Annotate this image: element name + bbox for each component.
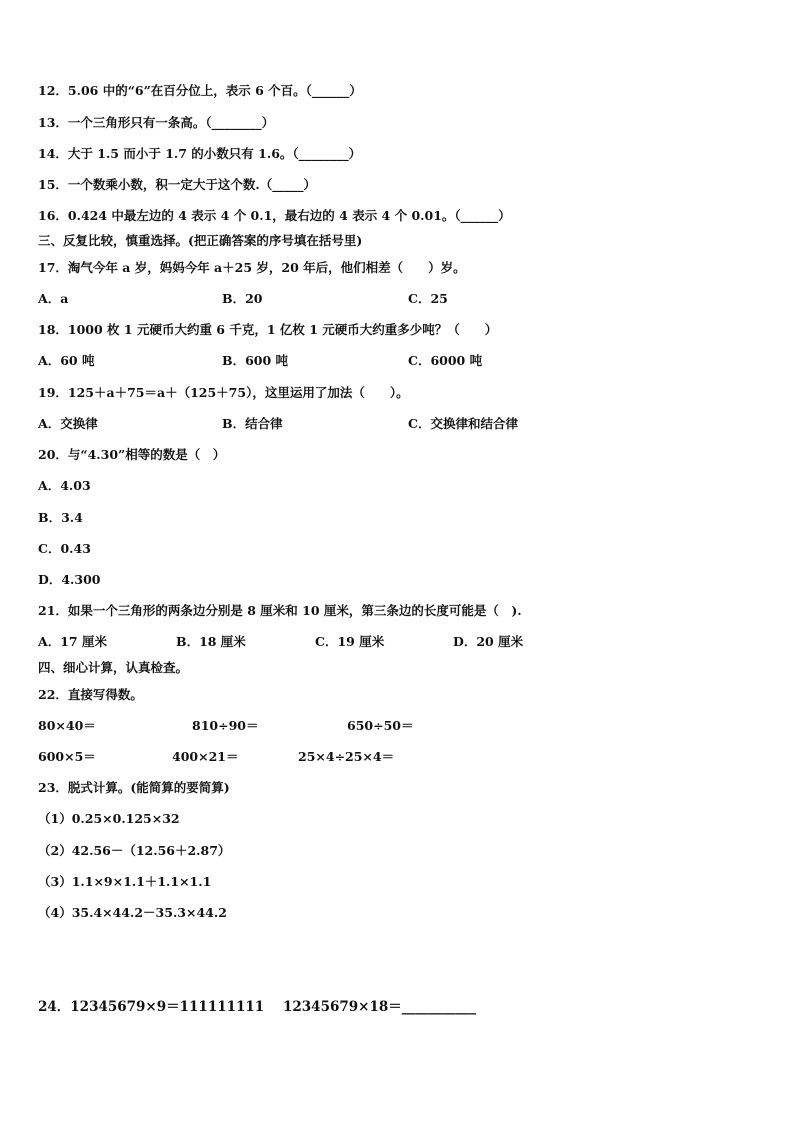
question-24 <box>38 999 476 1015</box>
question-22: 22．直接写得数。 <box>38 687 143 702</box>
question-24-part2: 12345679×18＝ <box>283 999 402 1015</box>
option-c[interactable]: C．19 厘米 <box>315 634 385 649</box>
option-b[interactable]: B．3.4 <box>38 510 83 525</box>
question-12 <box>38 83 362 99</box>
option-a[interactable]: A．4.03 <box>38 478 91 493</box>
section-3-heading: 三、反复比较，慎重选择。(把正确答案的序号填在括号里) <box>38 233 363 248</box>
question-14 <box>38 146 361 162</box>
paren-close: ） <box>348 146 362 161</box>
answer-blank[interactable]: ________ <box>211 115 262 130</box>
option-b[interactable]: B．20 <box>222 291 263 306</box>
question-24-part1: 24．12345679×9＝111111111 <box>38 999 265 1015</box>
option-a[interactable]: A．交换律 <box>38 416 98 431</box>
option-c[interactable]: C．25 <box>408 291 448 306</box>
question-text: 13．一个三角形只有一条高。（ <box>38 115 212 130</box>
option-c[interactable]: C．6000 吨 <box>408 353 483 368</box>
answer-blank[interactable]: ______ <box>311 83 350 98</box>
answer-blank[interactable]: ________ <box>298 146 349 161</box>
question-13 <box>38 115 274 131</box>
answer-blank[interactable]: ______ <box>460 208 499 223</box>
question-text: 15．一个数乘小数，积一定大于这个数.（ <box>38 177 273 192</box>
answer-blank[interactable]: ___________ <box>401 999 476 1015</box>
question-16 <box>38 208 511 224</box>
option-a[interactable]: A．60 吨 <box>38 353 95 368</box>
section-4-heading: 四、细心计算，认真检查。 <box>38 660 189 675</box>
question-text: 14．大于 1.5 而小于 1.7 的小数只有 1.6。（ <box>38 146 299 161</box>
question-18: 18．1000 枚 1 元硬币大约重 6 千克，1 亿枚 1 元硬币大约重多少吨？（ ） <box>38 322 498 337</box>
option-a[interactable]: A．17 厘米 <box>38 634 107 649</box>
paren-close: ） <box>498 208 511 223</box>
option-d[interactable]: D．20 厘米 <box>453 634 524 649</box>
answer-blank[interactable]: _____ <box>272 177 304 192</box>
question-17: 17．淘气今年 a 岁，妈妈今年 a＋25 岁，20 年后，他们相差（ ）岁。 <box>38 260 466 275</box>
calc-item: 25×4÷25×4＝ <box>298 749 395 764</box>
question-20: 20．与“4.30”相等的数是（ ） <box>38 447 226 462</box>
option-b[interactable]: B．18 厘米 <box>176 634 246 649</box>
question-15 <box>38 177 316 193</box>
calc-step-3: （3）1.1×9×1.1＋1.1×1.1 <box>38 874 212 889</box>
question-text: 16．0.424 中最左边的 4 表示 4 个 0.1，最右边的 4 表示 4 个 0.01。（ <box>38 208 461 223</box>
calc-item: 650÷50＝ <box>347 718 414 733</box>
option-b[interactable]: B．结合律 <box>222 416 283 431</box>
option-c[interactable]: C．0.43 <box>38 541 91 556</box>
paren-close: ） <box>303 177 317 192</box>
question-19: 19．125＋a＋75＝a＋（125＋75），这里运用了加法（ ）。 <box>38 385 409 400</box>
calc-step-2: （2）42.56－（12.56＋2.87） <box>38 843 231 858</box>
calc-item: 80×40＝ <box>38 718 96 733</box>
calc-step-4: （4）35.4×44.2－35.3×44.2 <box>38 905 227 920</box>
paren-close: ） <box>349 83 362 98</box>
question-21: 21．如果一个三角形的两条边分别是 8 厘米和 10 厘米，第三条边的长度可能是（ ). <box>38 603 522 618</box>
question-23: 23．脱式计算。(能简算的要简算) <box>38 780 230 795</box>
option-b[interactable]: B．600 吨 <box>222 353 289 368</box>
option-d[interactable]: D．4.300 <box>38 572 101 587</box>
calc-step-1: （1）0.25×0.125×32 <box>38 811 180 826</box>
calc-item: 810÷90＝ <box>192 718 259 733</box>
calc-item: 400×21＝ <box>172 749 239 764</box>
calc-item: 600×5＝ <box>38 749 96 764</box>
option-a[interactable]: A．a <box>38 291 69 306</box>
question-text: 12．5.06 中的“6”在百分位上，表示 6 个百。（ <box>38 83 312 98</box>
option-c[interactable]: C．交换律和结合律 <box>408 416 518 431</box>
paren-close: ） <box>261 115 275 130</box>
